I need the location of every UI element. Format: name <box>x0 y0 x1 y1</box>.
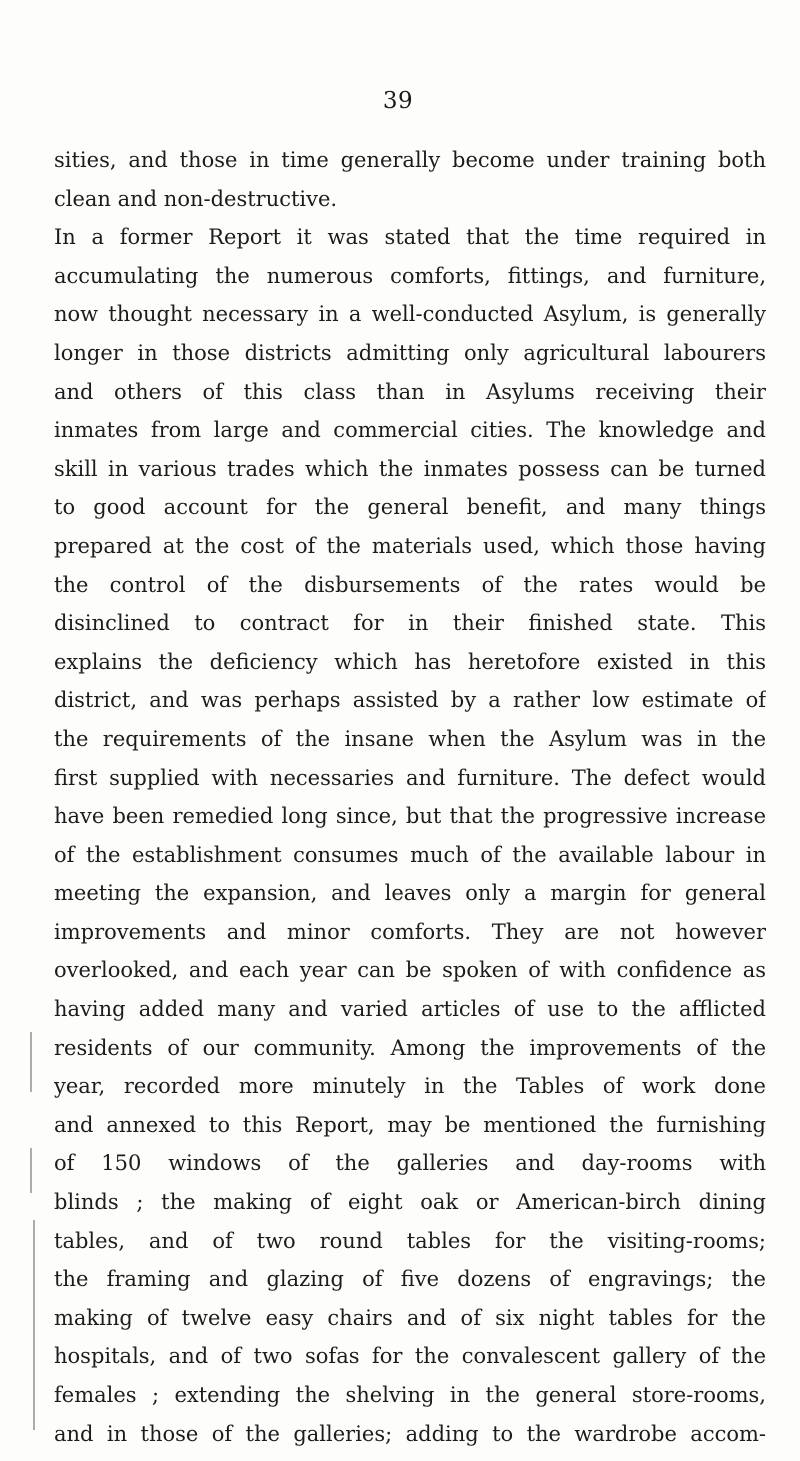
text-line: of 150 windows of the galleries and day-rooms with <box>54 1151 766 1176</box>
text-line: the control of the disbursements of the rates would be <box>54 572 766 597</box>
text-line: first supplied with necessaries and furniture. The defect would <box>54 765 766 790</box>
text-line: improvements and minor comforts. They are not however <box>54 919 766 944</box>
text-line: prepared at the cost of the materials used, which those having <box>54 533 766 558</box>
text-line: now thought necessary in a well-conducted Asylum, is generally <box>54 302 766 327</box>
text-line: making of twelve easy chairs and of six night tables for the <box>54 1305 766 1330</box>
margin-mark <box>30 1148 32 1193</box>
text-line: inmates from large and commercial cities. The knowledge and <box>54 418 766 443</box>
text-line: to good account for the general benefit, and many things <box>54 495 766 520</box>
text-line: and in those of the galleries; adding to the wardrobe accom- <box>54 1421 766 1446</box>
text-line: explains the deficiency which has heretofore existed in this <box>54 649 766 674</box>
text-line: disinclined to contract for in their finished state. This <box>54 611 766 636</box>
text-line: district, and was perhaps assisted by a rather low estimate of <box>54 688 766 713</box>
text-line: tables, and of two round tables for the visiting-rooms; <box>54 1228 766 1253</box>
text-line: and annexed to this Report, may be mentioned the furnishing <box>54 1112 766 1137</box>
text-line: blinds ; the making of eight oak or American-birch dining <box>54 1190 766 1215</box>
body-text <box>54 141 766 1453</box>
text-line: the requirements of the insane when the Asylum was in the <box>54 726 766 751</box>
text-line: year, recorded more minutely in the Tables of work done <box>54 1074 766 1099</box>
margin-mark <box>33 1220 35 1430</box>
text-line: the framing and glazing of five dozens of engravings; the <box>54 1267 766 1292</box>
text-line: skill in various trades which the inmates possess can be turned <box>54 456 766 481</box>
text-line: have been remedied long since, but that the progressive increase <box>54 804 766 829</box>
text-line: and others of this class than in Asylums receiving their <box>54 379 766 404</box>
text-line: accumulating the numerous comforts, fittings, and furniture, <box>54 263 766 288</box>
text-line: of the establishment consumes much of the available labour in <box>54 842 766 867</box>
text-line: clean and non-destructive. <box>54 186 338 211</box>
text-line: sities, and those in time generally become under training both <box>54 148 766 172</box>
text-line: meeting the expansion, and leaves only a margin for general <box>54 881 766 906</box>
paragraph-start-line: In a former Report it was stated that the time required in <box>54 225 766 250</box>
text-line: hospitals, and of two sofas for the convalescent gallery of the <box>54 1344 766 1369</box>
text-line: having added many and varied articles of use to the afflicted <box>54 997 766 1022</box>
page-number: 39 <box>382 88 414 114</box>
margin-mark <box>30 1032 32 1092</box>
text-line: residents of our community. Among the improvements of the <box>54 1035 766 1060</box>
text-line: longer in those districts admitting only agricultural labourers <box>54 340 766 365</box>
text-line: females ; extending the shelving in the general store-rooms, <box>54 1383 766 1407</box>
text-line: overlooked, and each year can be spoken of with confidence as <box>54 958 766 983</box>
